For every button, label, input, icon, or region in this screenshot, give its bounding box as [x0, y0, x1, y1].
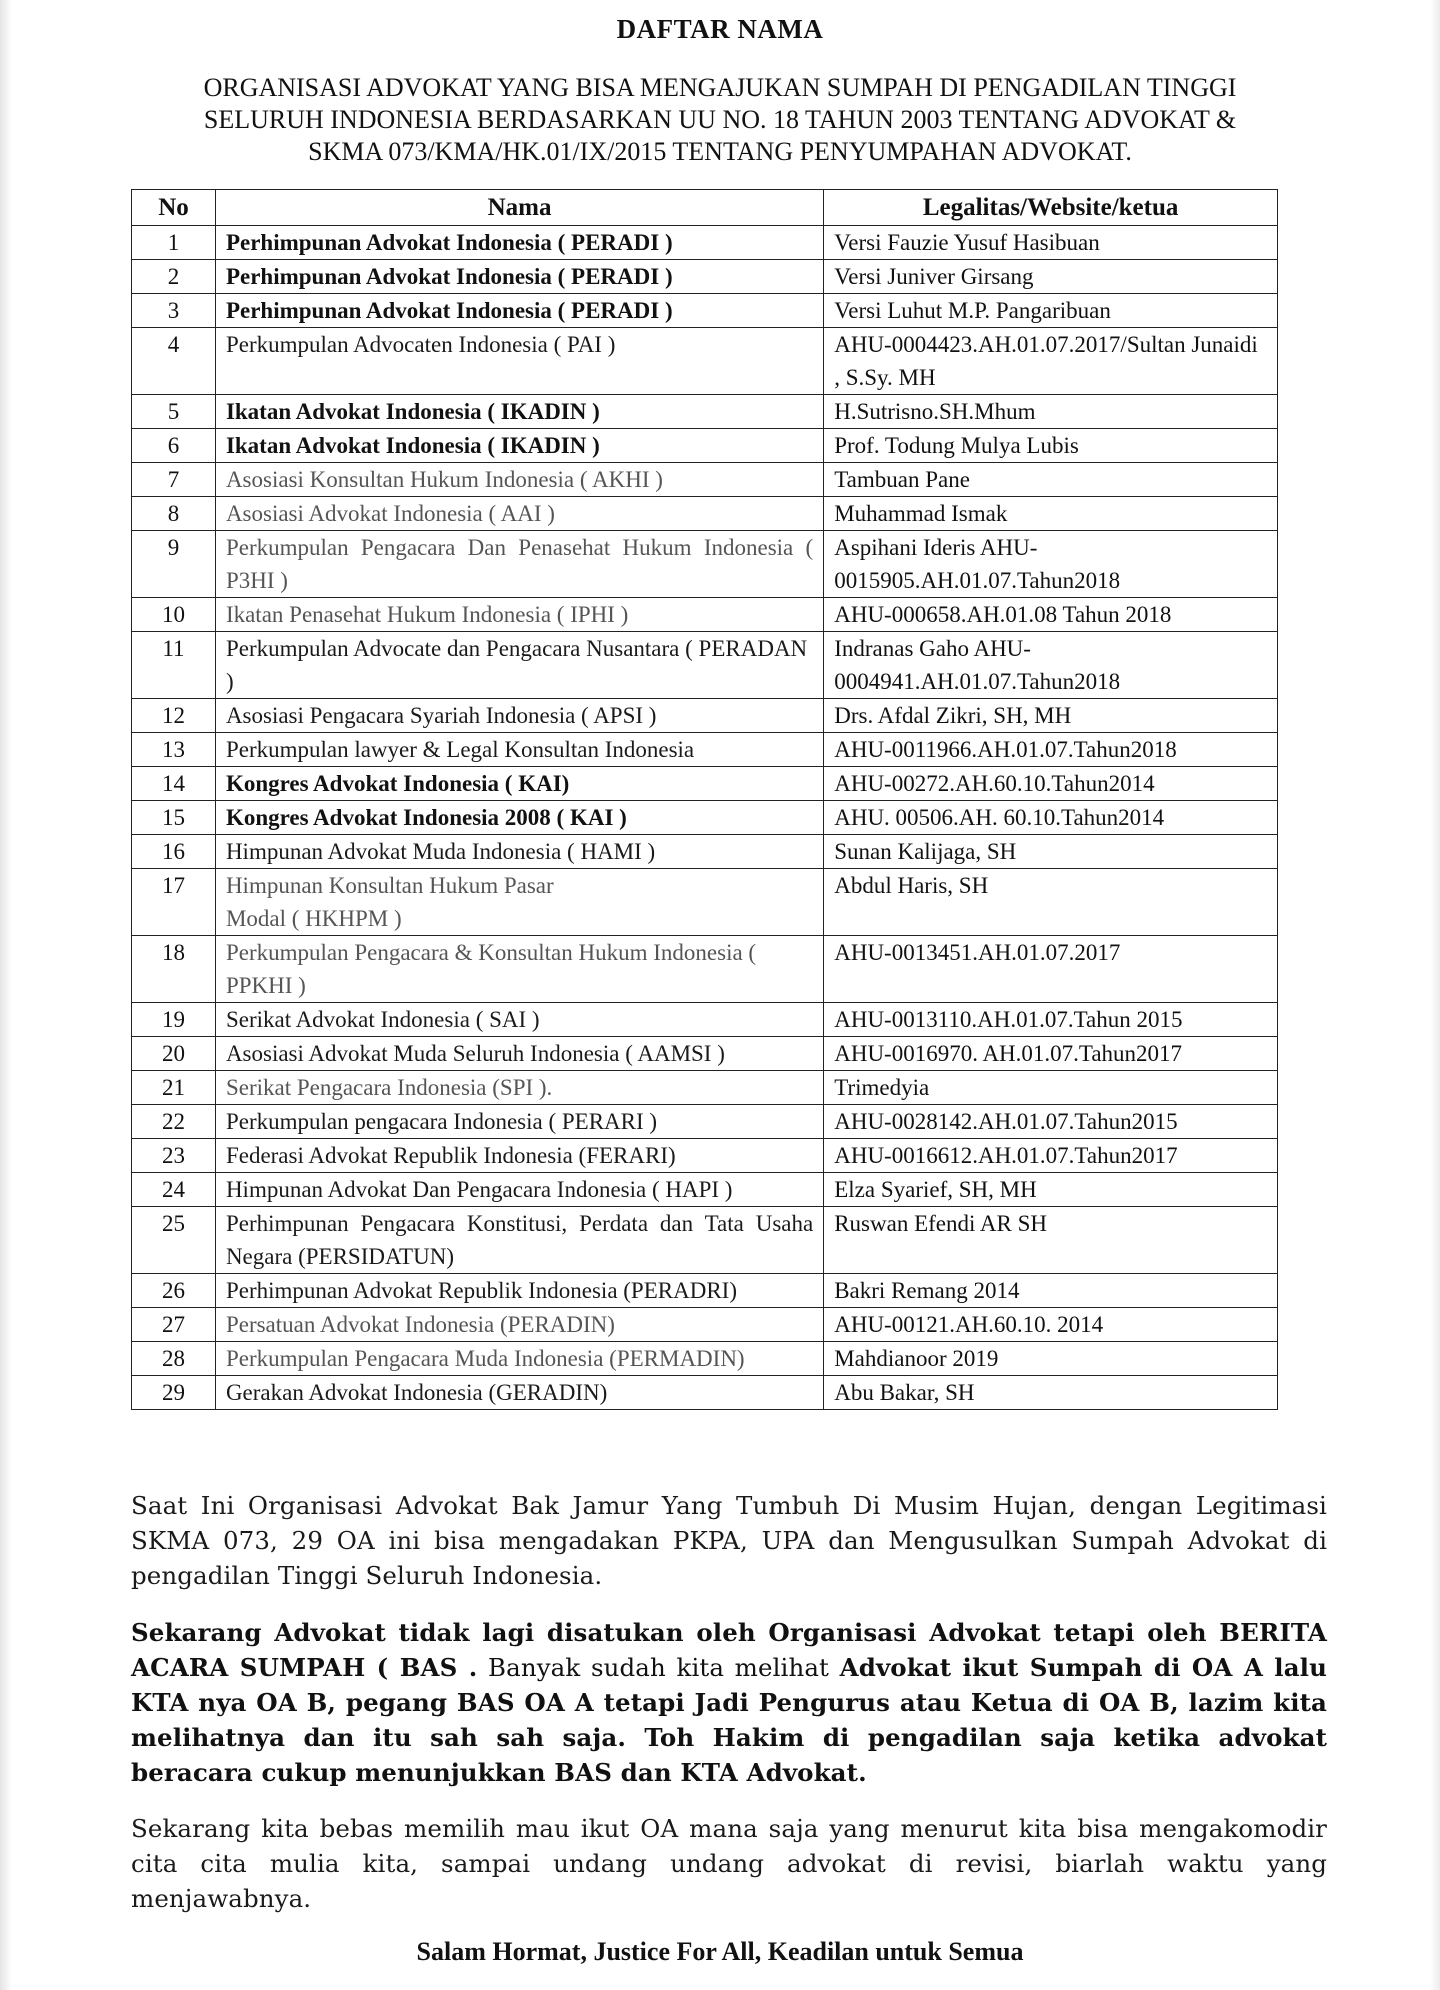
legality-info: Sunan Kalijaga, SH	[824, 835, 1278, 869]
organization-name: Serikat Pengacara Indonesia (SPI ).	[215, 1071, 823, 1105]
paragraph-intro: Saat Ini Organisasi Advokat Bak Jamur Yang Tumbuh Di Musim Hujan, dengan Legitimasi SKMA 073, 29 OA ini bisa mengadakan PKPA, UPA dan Mengusulkan Sumpah Advokat di pengadilan Tinggi Seluruh Indonesia.	[131, 1491, 1327, 1590]
table-row	[132, 733, 1278, 767]
table-row	[132, 632, 1278, 699]
table-row	[132, 1139, 1278, 1173]
row-number: 22	[132, 1105, 216, 1139]
row-number: 27	[132, 1308, 216, 1342]
row-number: 28	[132, 1342, 216, 1376]
organization-name: Kongres Advokat Indonesia ( KAI)	[215, 767, 823, 801]
organization-name: Perhimpunan Advokat Indonesia ( PERADI )	[215, 226, 823, 260]
table-row	[132, 395, 1278, 429]
organization-name: Perkumpulan Advocate dan Pengacara Nusantara ( PERADAN )	[215, 632, 823, 699]
organization-name: Ikatan Advokat Indonesia ( IKADIN )	[215, 429, 823, 463]
row-number: 8	[132, 497, 216, 531]
organization-name: Asosiasi Konsultan Hukum Indonesia ( AKHI )	[215, 463, 823, 497]
row-number: 10	[132, 598, 216, 632]
legality-info: Bakri Remang 2014	[824, 1274, 1278, 1308]
table-row	[132, 1376, 1278, 1410]
row-number: 13	[132, 733, 216, 767]
table-row	[132, 869, 1278, 936]
row-number: 23	[132, 1139, 216, 1173]
column-header-legality: Legalitas/Website/ketua	[824, 190, 1278, 226]
organization-name: Serikat Advokat Indonesia ( SAI )	[215, 1003, 823, 1037]
table-row	[132, 531, 1278, 598]
row-number: 18	[132, 936, 216, 1003]
row-number: 4	[132, 328, 216, 395]
table-row	[132, 1037, 1278, 1071]
subtitle-line: ORGANISASI ADVOKAT YANG BISA MENGAJUKAN SUMPAH DI PENGADILAN TINGGI	[203, 73, 1237, 102]
legality-info: Versi Fauzie Yusuf Hasibuan	[824, 226, 1278, 260]
legality-info: AHU-0013110.AH.01.07.Tahun 2015	[824, 1003, 1278, 1037]
row-number: 26	[132, 1274, 216, 1308]
closing-salutation: Salam Hormat, Justice For All, Keadilan untuk Semua	[416, 1937, 1024, 1966]
row-number: 20	[132, 1037, 216, 1071]
organization-name: Ikatan Advokat Indonesia ( IKADIN )	[215, 395, 823, 429]
column-header-no: No	[132, 190, 216, 226]
organization-name: Asosiasi Advokat Muda Seluruh Indonesia ( AAMSI )	[215, 1037, 823, 1071]
legality-info: Mahdianoor 2019	[824, 1342, 1278, 1376]
table-row	[132, 699, 1278, 733]
row-number: 5	[132, 395, 216, 429]
row-number: 2	[132, 260, 216, 294]
table-row	[132, 294, 1278, 328]
organization-name: Perkumpulan Advocaten Indonesia ( PAI )	[215, 328, 823, 395]
organization-name: Perhimpunan Advokat Indonesia ( PERADI )	[215, 294, 823, 328]
organization-name: Himpunan Konsultan Hukum Pasar Modal ( HKHPM )	[215, 869, 823, 936]
table-row	[132, 226, 1278, 260]
legality-info: Indranas Gaho AHU-0004941.AH.01.07.Tahun2018	[824, 632, 1278, 699]
organization-name: Perkumpulan Pengacara Dan Penasehat Hukum Indonesia ( P3HI )	[215, 531, 823, 598]
organization-name: Asosiasi Pengacara Syariah Indonesia ( APSI )	[215, 699, 823, 733]
legality-info: AHU-000658.AH.01.08 Tahun 2018	[824, 598, 1278, 632]
table-row	[132, 936, 1278, 1003]
legality-info: AHU-0011966.AH.01.07.Tahun2018	[824, 733, 1278, 767]
legality-info: Abu Bakar, SH	[824, 1376, 1278, 1410]
table-row	[132, 1207, 1278, 1274]
legality-info: AHU. 00506.AH. 60.10.Tahun2014	[824, 801, 1278, 835]
table-row	[132, 1105, 1278, 1139]
paragraph-bas-bold-2: Advokat ikut Sumpah di OA A lalu KTA nya OA B, pegang BAS OA A tetapi Jadi Pengurus atau Ketua di OA B, lazim kita melihatnya dan itu sah sah saja. Toh Hakim di pengadilan saja ketika advokat beracara cukup menunjukkan BAS dan KTA Advokat.	[131, 1653, 1328, 1787]
document-subtitle	[130, 72, 1310, 168]
row-number: 3	[132, 294, 216, 328]
table-row	[132, 497, 1278, 531]
row-number: 6	[132, 429, 216, 463]
table-row	[132, 260, 1278, 294]
organization-name: Perhimpunan Advokat Republik Indonesia (PERADRI)	[215, 1274, 823, 1308]
table-body	[132, 226, 1278, 1410]
organization-name: Ikatan Penasehat Hukum Indonesia ( IPHI )	[215, 598, 823, 632]
table-row	[132, 1003, 1278, 1037]
legality-info: Ruswan Efendi AR SH	[824, 1207, 1278, 1274]
organization-name: Perkumpulan Pengacara Muda Indonesia (PERMADIN)	[215, 1342, 823, 1376]
row-number: 24	[132, 1173, 216, 1207]
organization-name: Himpunan Advokat Dan Pengacara Indonesia ( HAPI )	[215, 1173, 823, 1207]
organization-name: Gerakan Advokat Indonesia (GERADIN)	[215, 1376, 823, 1410]
legality-info: AHU-0028142.AH.01.07.Tahun2015	[824, 1105, 1278, 1139]
table-row	[132, 429, 1278, 463]
table-header-row	[132, 190, 1278, 226]
table-row	[132, 767, 1278, 801]
row-number: 19	[132, 1003, 216, 1037]
legality-info: Prof. Todung Mulya Lubis	[824, 429, 1278, 463]
legality-info: AHU-00272.AH.60.10.Tahun2014	[824, 767, 1278, 801]
table-row	[132, 835, 1278, 869]
row-number: 12	[132, 699, 216, 733]
table-row	[132, 463, 1278, 497]
row-number: 11	[132, 632, 216, 699]
legality-info: H.Sutrisno.SH.Mhum	[824, 395, 1278, 429]
document-title: DAFTAR NAMA	[616, 14, 824, 44]
table-row	[132, 801, 1278, 835]
organization-name: Persatuan Advokat Indonesia (PERADIN)	[215, 1308, 823, 1342]
legality-info: AHU-0004423.AH.01.07.2017/Sultan Junaidi , S.Sy. MH	[824, 328, 1278, 395]
organization-name: Federasi Advokat Republik Indonesia (FERARI)	[215, 1139, 823, 1173]
organization-name: Perkumpulan lawyer & Legal Konsultan Indonesia	[215, 733, 823, 767]
page-edge-shadow	[0, 0, 12, 1990]
paragraph-freedom: Sekarang kita bebas memilih mau ikut OA mana saja yang menurut kita bisa mengakomodir cita cita mulia kita, sampai undang undang advokat di revisi, biarlah waktu yang menjawabnya.	[131, 1814, 1327, 1913]
table-row	[132, 1342, 1278, 1376]
table-row	[132, 1308, 1278, 1342]
paragraph-bas-plain: Banyak sudah kita melihat	[477, 1653, 840, 1682]
organization-name: Himpunan Advokat Muda Indonesia ( HAMI )	[215, 835, 823, 869]
row-number: 25	[132, 1207, 216, 1274]
paragraph-bas-bold-1: Sekarang Advokat tidak lagi disatukan oleh Organisasi Advokat tetapi oleh BERITA ACARA SUMPAH ( BAS .	[131, 1618, 1327, 1682]
organization-name: Kongres Advokat Indonesia 2008 ( KAI )	[215, 801, 823, 835]
legality-info: Versi Juniver Girsang	[824, 260, 1278, 294]
legality-info: Aspihani Ideris AHU-0015905.AH.01.07.Tahun2018	[824, 531, 1278, 598]
organization-table	[131, 189, 1278, 1410]
organization-name: Perkumpulan Pengacara & Konsultan Hukum Indonesia ( PPKHI )	[215, 936, 823, 1003]
table-row	[132, 1071, 1278, 1105]
legality-info: Muhammad Ismak	[824, 497, 1278, 531]
legality-info: AHU-00121.AH.60.10. 2014	[824, 1308, 1278, 1342]
organization-name: Perhimpunan Advokat Indonesia ( PERADI )	[215, 260, 823, 294]
legality-info: Elza Syarief, SH, MH	[824, 1173, 1278, 1207]
legality-info: Drs. Afdal Zikri, SH, MH	[824, 699, 1278, 733]
organization-name: Asosiasi Advokat Indonesia ( AAI )	[215, 497, 823, 531]
subtitle-line: SKMA 073/KMA/HK.01/IX/2015 TENTANG PENYUMPAHAN ADVOKAT.	[308, 137, 1132, 166]
subtitle-line: SELURUH INDONESIA BERDASARKAN UU NO. 18 TAHUN 2003 TENTANG ADVOKAT &	[203, 105, 1237, 134]
column-header-name: Nama	[215, 190, 823, 226]
table-row	[132, 1274, 1278, 1308]
row-number: 7	[132, 463, 216, 497]
legality-info: Trimedyia	[824, 1071, 1278, 1105]
row-number: 29	[132, 1376, 216, 1410]
legality-info: Versi Luhut M.P. Pangaribuan	[824, 294, 1278, 328]
organization-name: Perkumpulan pengacara Indonesia ( PERARI )	[215, 1105, 823, 1139]
table-row	[132, 598, 1278, 632]
legality-info: Abdul Haris, SH	[824, 869, 1278, 936]
legality-info: AHU-0016612.AH.01.07.Tahun2017	[824, 1139, 1278, 1173]
row-number: 16	[132, 835, 216, 869]
table-row	[132, 328, 1278, 395]
row-number: 17	[132, 869, 216, 936]
legality-info: AHU-0013451.AH.01.07.2017	[824, 936, 1278, 1003]
paragraph-bas	[131, 1615, 1327, 1790]
row-number: 1	[132, 226, 216, 260]
table-row	[132, 1173, 1278, 1207]
row-number: 15	[132, 801, 216, 835]
page-edge-shadow-right	[1430, 0, 1440, 1990]
legality-info: Tambuan Pane	[824, 463, 1278, 497]
row-number: 14	[132, 767, 216, 801]
legality-info: AHU-0016970. AH.01.07.Tahun2017	[824, 1037, 1278, 1071]
row-number: 21	[132, 1071, 216, 1105]
organization-name: Perhimpunan Pengacara Konstitusi, Perdata dan Tata Usaha Negara (PERSIDATUN)	[215, 1207, 823, 1274]
row-number: 9	[132, 531, 216, 598]
